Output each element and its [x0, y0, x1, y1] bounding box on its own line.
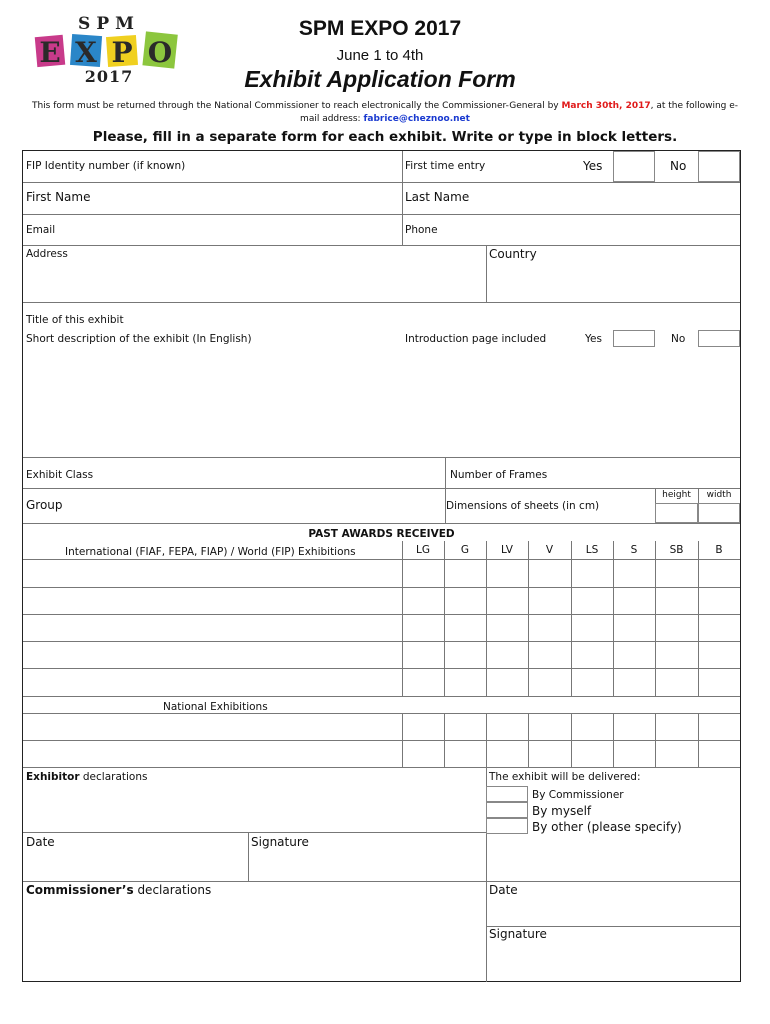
commissioner-declarations-label [26, 883, 211, 897]
contact-email-link[interactable]: fabrice@cheznoo.net [363, 114, 470, 124]
first-time-entry-label: First time entry [405, 160, 486, 172]
logo-letter-e: E [39, 36, 61, 69]
exhibit-class-label: Exhibit Class [26, 469, 94, 481]
national-exhibitions-label: National Exhibitions [163, 701, 268, 713]
instruction-text: Please, fill in a separate form for each exhibit. Write or type in block letters. [92, 129, 678, 145]
height-label: height [662, 490, 691, 500]
award-col-lv: LV [501, 544, 513, 556]
by-other-checkbox[interactable] [486, 818, 528, 834]
dimensions-label: Dimensions of sheets (in cm) [446, 500, 600, 512]
by-other-label: By other (please specify) [532, 820, 682, 834]
award-col-b: B [715, 544, 723, 556]
height-input[interactable] [655, 503, 698, 523]
commissioner-bold: Commissioner’s [26, 883, 134, 897]
first-time-yes-label: Yes [583, 159, 603, 173]
width-label: width [706, 490, 732, 500]
email-label: Email [26, 224, 56, 236]
commissioner-rest: declarations [133, 883, 212, 897]
exhibitor-declarations-label [26, 771, 147, 783]
intro-page-yes-label: Yes [585, 333, 602, 345]
by-commissioner-checkbox[interactable] [486, 786, 528, 802]
first-time-yes-checkbox[interactable] [613, 151, 655, 182]
phone-label: Phone [405, 224, 438, 236]
past-awards-heading: PAST AWARDS RECEIVED [308, 528, 455, 540]
award-col-sb: SB [669, 544, 684, 556]
event-dates: June 1 to 4th [336, 47, 424, 64]
award-col-ls: LS [585, 544, 599, 556]
exhibitor-rest: declarations [79, 771, 148, 783]
intro-page-yes-checkbox[interactable] [613, 330, 655, 347]
exhibitor-date-label: Date [26, 835, 55, 849]
first-time-no-checkbox[interactable] [698, 151, 740, 182]
by-myself-label: By myself [532, 804, 592, 818]
award-col-v: V [545, 544, 554, 556]
award-col-s: S [630, 544, 638, 556]
group-label: Group [26, 498, 63, 512]
exhibitor-signature-label: Signature [251, 835, 309, 849]
short-description-label: Short description of the exhibit (In English) [26, 333, 252, 345]
first-name-label: First Name [26, 190, 91, 204]
spm-expo-logo [30, 14, 188, 86]
form-title: Exhibit Application Form [244, 66, 516, 92]
first-time-no-label: No [670, 159, 687, 173]
award-col-lg: LG [416, 544, 430, 556]
deadline-text: March 30th, 2017 [561, 101, 651, 111]
address-label: Address [26, 248, 68, 260]
number-frames-label: Number of Frames [450, 469, 548, 481]
commissioner-date-label: Date [489, 883, 518, 897]
logo-letter-x: X [75, 36, 97, 69]
intro-page-no-label: No [671, 333, 686, 345]
last-name-label: Last Name [405, 190, 470, 204]
intro-page-no-checkbox[interactable] [698, 330, 740, 347]
by-myself-checkbox[interactable] [486, 802, 528, 818]
fip-id-label: FIP Identity number (if known) [26, 160, 186, 172]
application-form [22, 150, 741, 982]
page-title: SPM EXPO 2017 [298, 17, 462, 40]
delivery-label: The exhibit will be delivered: [489, 771, 641, 783]
logo-spm-text: SPM [78, 14, 140, 34]
exhibitor-bold: Exhibitor [26, 771, 80, 783]
intro-page-label: Introduction page included [405, 333, 547, 345]
intro-text [30, 100, 740, 126]
international-exhibitions-label: International (FIAF, FEPA, FIAP) / World (FIP) Exhibitions [65, 546, 356, 558]
intro-part1: This form must be returned through the National Commissioner to reach electronically the Commissioner-General by [31, 101, 562, 111]
by-commissioner-label: By Commissioner [532, 789, 624, 801]
exhibit-title-label: Title of this exhibit [26, 314, 124, 326]
logo-letter-o: O [147, 36, 173, 69]
award-col-g: G [460, 544, 470, 556]
intro-part2: , at the following e-mail address: [300, 101, 739, 124]
commissioner-signature-label: Signature [489, 927, 547, 941]
country-label: Country [489, 247, 537, 261]
logo-letter-p: P [111, 36, 133, 69]
logo-year: 2017 [84, 67, 134, 86]
width-input[interactable] [698, 503, 740, 523]
